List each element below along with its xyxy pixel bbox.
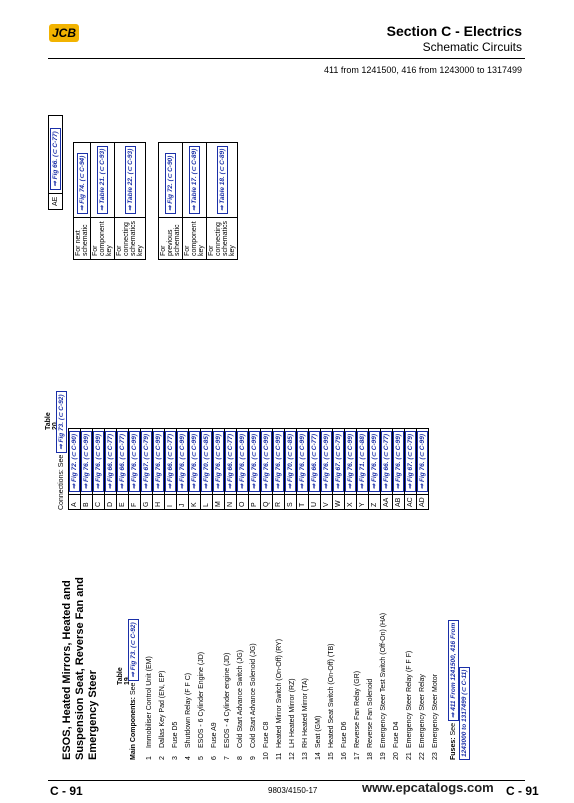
component-text: RH Heated Mirror (TA) <box>302 678 309 748</box>
component-text: Seat (GM) <box>315 715 322 748</box>
connection-ref-cell <box>417 428 429 494</box>
connection-key: Z <box>369 495 381 510</box>
component-item <box>403 613 416 760</box>
connection-row <box>69 428 81 509</box>
table19-caption: Table 19. <box>117 667 131 685</box>
component-number: 16 <box>341 752 348 760</box>
nav-ref-cell <box>115 142 146 217</box>
connection-ref[interactable]: ⇒ Fig 76. (⊂ C-99) <box>297 431 308 492</box>
connection-ref[interactable]: ⇒ Fig 67. (⊂ C-79) <box>141 431 152 492</box>
connection-ref-cell <box>309 428 321 494</box>
component-item <box>364 613 377 760</box>
connection-row <box>129 428 141 509</box>
component-number: 19 <box>380 752 387 760</box>
component-text: ESOS - 4 Cylinder engine (JD) <box>224 652 231 748</box>
component-item <box>195 613 208 760</box>
connection-ref[interactable]: ⇒ Fig 66. (⊂ C-77) <box>117 431 128 492</box>
connection-ref-cell <box>285 428 297 494</box>
component-item <box>208 613 221 760</box>
component-text: Emergency Steer Relay <box>419 674 426 748</box>
connection-ref-cell <box>345 428 357 494</box>
connection-key: T <box>297 495 309 510</box>
connection-ref[interactable]: ⇒ Fig 70. (⊂ C-85) <box>285 431 296 492</box>
connection-ref[interactable]: ⇒ Fig 71. (⊂ C-88) <box>357 431 368 492</box>
component-text: Fuse D5 <box>172 721 179 748</box>
nav-row <box>159 142 183 259</box>
connection-key: D <box>105 495 117 510</box>
connection-row <box>285 428 297 509</box>
connection-key: K <box>189 495 201 510</box>
connection-row <box>321 428 333 509</box>
nav-ref[interactable]: ⇒ Table 21. (⊂ C-93) <box>97 146 108 214</box>
ae-table <box>48 115 63 210</box>
connection-key: C <box>93 495 105 510</box>
connection-key: AC <box>405 495 417 510</box>
connection-ref[interactable]: ⇒ Fig 66. (⊂ C-77) <box>105 431 116 492</box>
connection-ref-cell <box>69 428 81 494</box>
connection-ref[interactable]: ⇒ Fig 66. (⊂ C-77) <box>225 431 236 492</box>
component-number: 12 <box>289 752 296 760</box>
connection-ref-cell <box>189 428 201 494</box>
connection-ref-cell <box>93 428 105 494</box>
component-text: Immobiliser Control Unit (EM) <box>146 656 153 748</box>
connection-row <box>381 428 393 509</box>
component-text: Fuse A9 <box>211 722 218 748</box>
component-text: Reverse Fan Relay (GR) <box>354 670 361 748</box>
component-text: Emergency Steer Test Switch (Off-On) (HA) <box>380 612 387 748</box>
component-item <box>416 613 429 760</box>
connection-row <box>369 428 381 509</box>
connection-ref-cell <box>249 428 261 494</box>
section-subtitle: Schematic Circuits <box>422 40 522 54</box>
previous-nav-table <box>158 142 238 260</box>
connection-key: V <box>321 495 333 510</box>
nav-row <box>115 142 146 259</box>
connection-ref-cell <box>273 428 285 494</box>
connection-ref-cell <box>237 428 249 494</box>
connection-row <box>417 428 429 509</box>
connection-key: Y <box>357 495 369 510</box>
component-item <box>182 613 195 760</box>
component-number: 23 <box>432 752 439 760</box>
connections-ref[interactable]: ⇒ Fig 73. (⊂ C-92) <box>56 391 67 452</box>
component-number: 8 <box>237 756 244 760</box>
component-item <box>325 613 338 760</box>
connection-row <box>153 428 165 509</box>
connection-ref-cell <box>225 428 237 494</box>
nav-ref[interactable]: ⇒ Table 17. (⊂ C-89) <box>189 146 200 214</box>
connection-row <box>201 428 213 509</box>
component-item <box>286 613 299 760</box>
fuses-line-2 <box>459 667 470 760</box>
connection-ref[interactable]: ⇒ Fig 76. (⊂ C-99) <box>129 431 140 492</box>
connection-ref-cell <box>369 428 381 494</box>
connections-line <box>56 391 67 510</box>
connection-ref-cell <box>117 428 129 494</box>
component-number: 15 <box>328 752 335 760</box>
connection-ref-cell <box>177 428 189 494</box>
component-item <box>312 613 325 760</box>
header-rule <box>48 58 525 59</box>
connection-key: G <box>141 495 153 510</box>
ae-ref[interactable]: ⇒ Fig 66. (⊂ C-77) <box>50 128 61 189</box>
component-number: 11 <box>276 752 283 760</box>
component-number: 14 <box>315 752 322 760</box>
nav-ref-cell <box>207 142 238 217</box>
connection-row <box>189 428 201 509</box>
jcb-logo: JCB <box>49 24 79 42</box>
nav-ref-cell <box>183 142 207 217</box>
component-number: 10 <box>263 752 270 760</box>
connection-key: L <box>201 495 213 510</box>
connection-row <box>345 428 357 509</box>
page-number-right: C - 91 <box>506 784 539 798</box>
connection-ref[interactable]: ⇒ Fig 67. (⊂ C-79) <box>333 431 344 492</box>
next-nav-table <box>73 142 146 260</box>
component-number: 9 <box>250 756 257 760</box>
connection-key: X <box>345 495 357 510</box>
component-text: Dallas Key Pad (EN, EP) <box>159 670 166 748</box>
nav-row <box>74 142 91 259</box>
connection-row <box>177 428 189 509</box>
connection-ref-cell <box>153 428 165 494</box>
nav-ref[interactable]: ⇒ Table 22. (⊂ C-93) <box>125 146 136 214</box>
connection-key: E <box>117 495 129 510</box>
nav-ref-cell <box>74 142 91 217</box>
component-number: 17 <box>354 752 361 760</box>
connection-ref-cell <box>81 428 93 494</box>
component-number: 13 <box>302 752 309 760</box>
component-text: Emergency Steer Relay (F F F) <box>406 650 413 748</box>
page-heading: ESOS, Heated Mirrors, Heated and Suspension Seat, Reverse Fan and Emergency Steer <box>61 577 99 760</box>
connection-ref[interactable]: ⇒ Fig 70. (⊂ C-85) <box>201 431 212 492</box>
nav-row <box>183 142 207 259</box>
component-text: Emergency Steer Motor <box>432 674 439 748</box>
component-item <box>390 613 403 760</box>
ae-ref-cell <box>49 116 63 194</box>
connection-key: AA <box>381 495 393 510</box>
component-text: Cold Start Advance Solenoid (JG) <box>250 643 257 748</box>
connection-ref[interactable]: ⇒ Fig 76. (⊂ C-99) <box>369 431 380 492</box>
connection-ref[interactable]: ⇒ Fig 76. (⊂ C-99) <box>417 431 428 492</box>
component-text: Heated Mirror Switch (On-Off) (RY) <box>276 638 283 748</box>
connection-ref[interactable]: ⇒ Fig 76. (⊂ C-99) <box>213 431 224 492</box>
document-number: 9803/4150-17 <box>268 786 318 795</box>
component-text: Fuse D4 <box>393 721 400 748</box>
connection-ref[interactable]: ⇒ Fig 76. (⊂ C-99) <box>177 431 188 492</box>
component-number: 3 <box>172 756 179 760</box>
connection-ref-cell <box>357 428 369 494</box>
connections-table <box>68 428 429 510</box>
connection-ref-cell <box>321 428 333 494</box>
connection-ref-cell <box>141 428 153 494</box>
connection-ref-cell <box>381 428 393 494</box>
component-item <box>143 613 156 760</box>
component-text: Fuse C8 <box>263 721 270 748</box>
nav-label: For connecting schematics key <box>115 217 146 259</box>
watermark: www.epcatalogs.com <box>362 780 494 795</box>
nav-ref-cell <box>91 142 115 217</box>
connection-ref-cell <box>213 428 225 494</box>
main-components-label: Main Components: <box>130 697 137 760</box>
nav-ref-cell <box>159 142 183 217</box>
connection-ref[interactable]: ⇒ Fig 66. (⊂ C-77) <box>165 431 176 492</box>
connection-row <box>165 428 177 509</box>
connection-ref[interactable]: ⇒ Fig 76. (⊂ C-99) <box>249 431 260 492</box>
connection-key: AB <box>393 495 405 510</box>
component-number: 5 <box>198 756 205 760</box>
component-list <box>143 613 442 760</box>
connection-row <box>273 428 285 509</box>
component-text: Reverse Fan Solenoid <box>367 678 374 748</box>
connection-ref[interactable]: ⇒ Fig 67. (⊂ C-79) <box>405 431 416 492</box>
component-item <box>338 613 351 760</box>
component-item <box>221 613 234 760</box>
connection-row <box>261 428 273 509</box>
connection-row <box>309 428 321 509</box>
component-number: 1 <box>146 756 153 760</box>
component-item <box>299 613 312 760</box>
component-item <box>156 613 169 760</box>
nav-label: For component key <box>91 217 115 259</box>
component-number: 18 <box>367 752 374 760</box>
connection-row <box>237 428 249 509</box>
connection-row <box>225 428 237 509</box>
connection-row <box>393 428 405 509</box>
connection-key: W <box>333 495 345 510</box>
connection-row <box>93 428 105 509</box>
fuses-see: See <box>450 723 457 736</box>
connection-row <box>405 428 417 509</box>
connection-key: H <box>153 495 165 510</box>
page-number-left: C - 91 <box>50 784 83 798</box>
table20-caption: Table 20. <box>45 412 59 430</box>
main-components-line <box>128 619 139 760</box>
connection-key: A <box>69 495 81 510</box>
component-text: Cold Start Advance Switch (JG) <box>237 649 244 748</box>
section-title: Section C - Electrics <box>386 23 522 39</box>
component-number: 21 <box>406 752 413 760</box>
connection-key: F <box>129 495 141 510</box>
connections-see: See <box>58 454 65 468</box>
connection-ref-cell <box>261 428 273 494</box>
serial-range: 411 from 1241500, 416 from 1243000 to 1317499 <box>324 65 522 75</box>
component-number: 22 <box>419 752 426 760</box>
connection-ref-cell <box>165 428 177 494</box>
fuses-label: Fuses: <box>450 737 457 760</box>
nav-row <box>91 142 115 259</box>
nav-label: For component key <box>183 217 207 259</box>
connection-ref[interactable]: ⇒ Fig 76. (⊂ C-99) <box>153 431 164 492</box>
main-components-ref[interactable]: ⇒ Fig 73. (⊂ C-92) <box>128 619 139 680</box>
connection-ref[interactable]: ⇒ Fig 76. (⊂ C-99) <box>393 431 404 492</box>
fuses-line <box>448 620 459 760</box>
component-item <box>273 613 286 760</box>
nav-ref[interactable]: ⇒ Fig 72. (⊂ C-90) <box>165 153 176 214</box>
connection-key: B <box>81 495 93 510</box>
component-text: Fuse D6 <box>341 721 348 748</box>
connection-ref-cell <box>297 428 309 494</box>
nav-ref[interactable]: ⇒ Table 18. (⊂ C-89) <box>217 146 228 214</box>
nav-ref[interactable]: ⇒ Fig 74. (⊂ C-94) <box>77 153 88 214</box>
component-number: 2 <box>159 756 166 760</box>
nav-label: For previous schematic <box>159 217 183 259</box>
connection-key: U <box>309 495 321 510</box>
connection-ref[interactable]: ⇒ Fig 76. (⊂ C-99) <box>261 431 272 492</box>
component-item <box>351 613 364 760</box>
nav-label: For connecting schematics key <box>207 217 238 259</box>
connection-ref-cell <box>333 428 345 494</box>
component-text: Shutdown Relay (F F C) <box>185 672 192 748</box>
connection-ref-cell <box>393 428 405 494</box>
connection-key: S <box>285 495 297 510</box>
connection-key: R <box>273 495 285 510</box>
connection-key: M <box>213 495 225 510</box>
connection-row <box>105 428 117 509</box>
connections-label: Connections: <box>58 469 65 510</box>
connection-row <box>141 428 153 509</box>
connection-row <box>357 428 369 509</box>
fuses-ref-1[interactable]: ⇒ 411 From 1241500, 416 From <box>448 620 459 721</box>
connection-row <box>117 428 129 509</box>
connection-ref[interactable]: ⇒ Fig 76. (⊂ C-99) <box>273 431 284 492</box>
ae-key: AE <box>49 193 63 209</box>
component-item <box>429 613 442 760</box>
component-item <box>247 613 260 760</box>
component-item <box>260 613 273 760</box>
connection-ref-cell <box>105 428 117 494</box>
connection-ref[interactable]: ⇒ Fig 72. (⊂ C-90) <box>69 431 80 492</box>
connection-key: P <box>249 495 261 510</box>
connection-key: I <box>165 495 177 510</box>
connection-key: AD <box>417 495 429 510</box>
component-item <box>169 613 182 760</box>
connection-key: N <box>225 495 237 510</box>
connection-row <box>213 428 225 509</box>
fuses-ref-2[interactable]: 1243000 to 1317499 (⊂ C-11) <box>459 667 470 760</box>
connection-key: J <box>177 495 189 510</box>
component-text: LH Heated Mirror (RZ) <box>289 678 296 748</box>
component-text: ESOS - 6 Cylinder Engine (JD) <box>198 651 205 748</box>
connection-key: Q <box>261 495 273 510</box>
nav-label: For next schematic <box>74 217 91 259</box>
nav-row <box>207 142 238 259</box>
connection-row <box>249 428 261 509</box>
component-text: Heated Seat Switch (On-Off) (TB) <box>328 643 335 748</box>
connection-ref[interactable]: ⇒ Fig 66. (⊂ C-77) <box>309 431 320 492</box>
connection-key: O <box>237 495 249 510</box>
connection-ref[interactable]: ⇒ Fig 76. (⊂ C-99) <box>237 431 248 492</box>
connection-ref[interactable]: ⇒ Fig 66. (⊂ C-77) <box>381 431 392 492</box>
connection-ref[interactable]: ⇒ Fig 76. (⊂ C-99) <box>345 431 356 492</box>
connection-row <box>81 428 93 509</box>
component-number: 7 <box>224 756 231 760</box>
connection-ref[interactable]: ⇒ Fig 76. (⊂ C-99) <box>189 431 200 492</box>
main-components-see: See <box>130 682 137 696</box>
connection-ref[interactable]: ⇒ Fig 76. (⊂ C-99) <box>321 431 332 492</box>
connection-row <box>297 428 309 509</box>
component-number: 4 <box>185 756 192 760</box>
connection-ref-cell <box>405 428 417 494</box>
connection-row <box>333 428 345 509</box>
connection-ref-cell <box>129 428 141 494</box>
component-number: 6 <box>211 756 218 760</box>
connection-ref[interactable]: ⇒ Fig 76. (⊂ C-99) <box>81 431 92 492</box>
connection-ref[interactable]: ⇒ Fig 76. (⊂ C-99) <box>93 431 104 492</box>
connection-ref-cell <box>201 428 213 494</box>
component-number: 20 <box>393 752 400 760</box>
component-item <box>234 613 247 760</box>
component-item <box>377 613 390 760</box>
